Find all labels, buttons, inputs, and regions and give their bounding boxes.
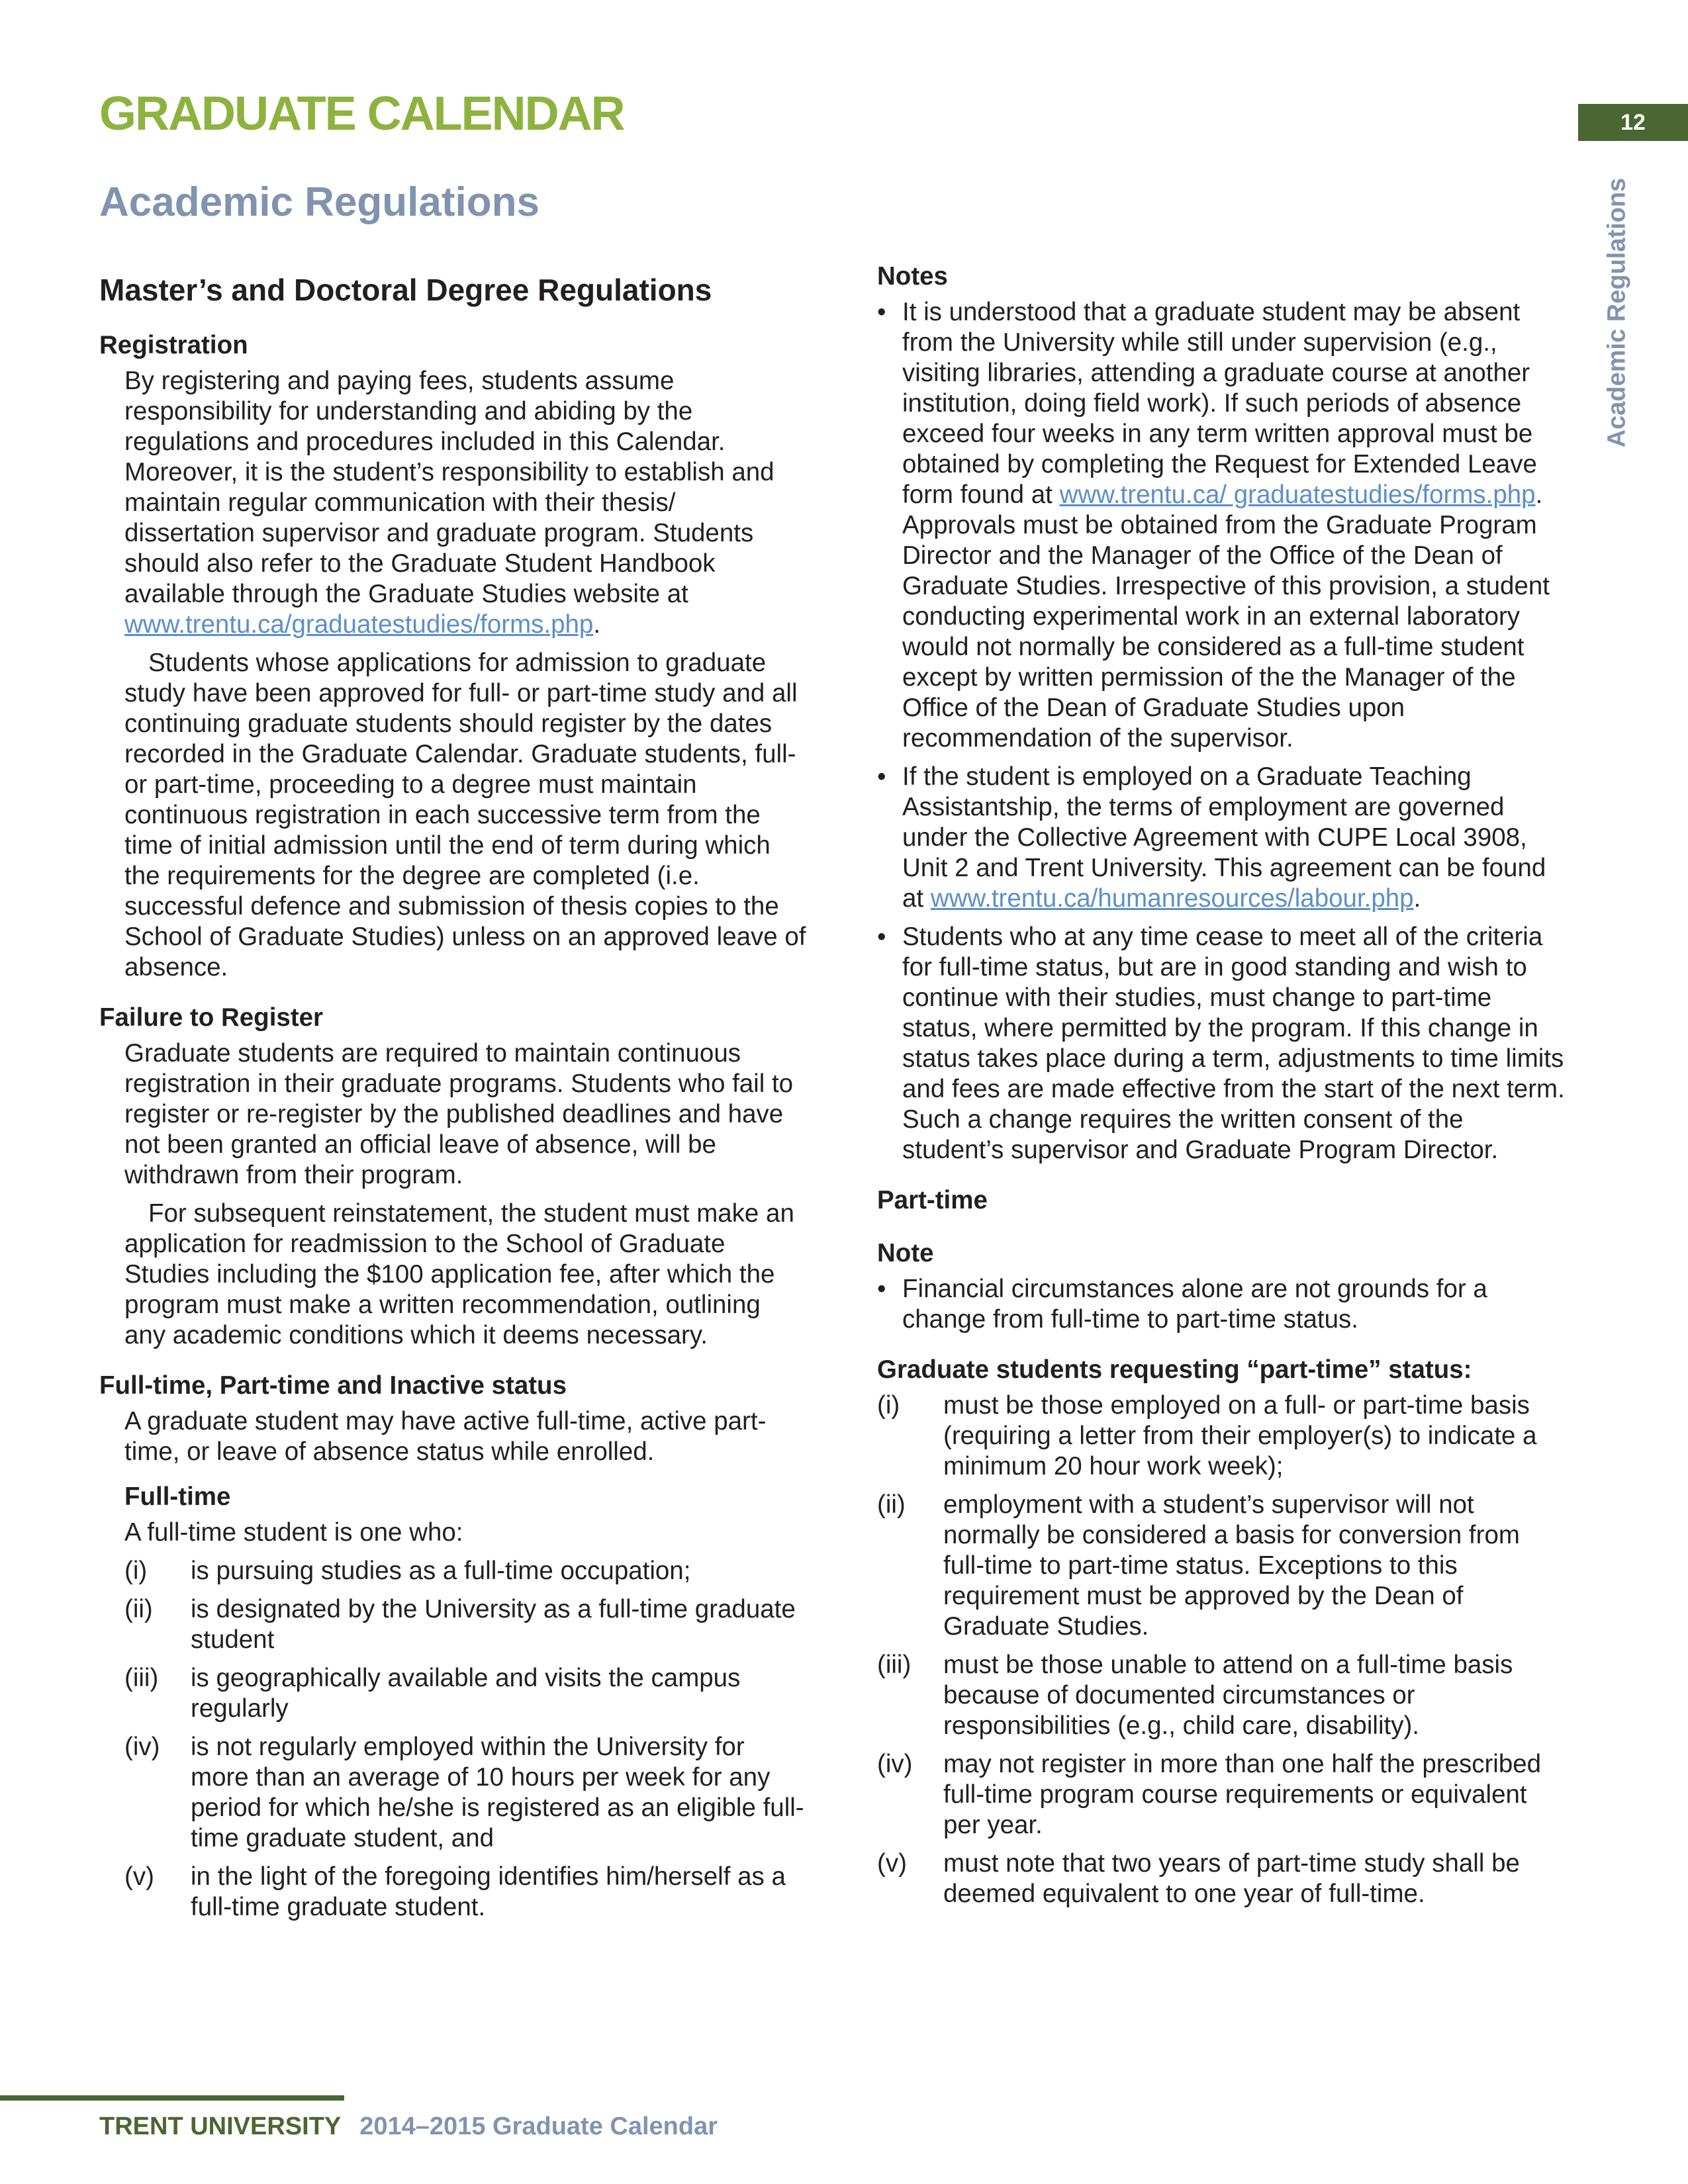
graduate-forms-link[interactable]: www.trentu.ca/graduatestudies/forms.php — [124, 610, 594, 639]
list-item: • If the student is employed on a Graduate Teaching Assistantship, the terms of employment are governed under the Collective Agreement with CUPE Local 3908, Unit 2 and Trent University. This agreement can be found at www.trentu.ca/humanresources/labour.php. — [877, 762, 1546, 913]
registration-heading: Registration — [99, 330, 248, 359]
section-title: Academic Regulations — [99, 179, 539, 225]
footer — [99, 2113, 718, 2141]
calendar-title: GRADUATE CALENDAR — [99, 87, 624, 140]
failure-paragraph-2: For subsequent reinstatement, the student must make an application for readmission to the School of Graduate Studies including the $100 application fee, after which the program must make a written recommendation, outlining any academic conditions which it deems necessary. — [124, 1199, 794, 1349]
parttime-criteria-list — [877, 1390, 1566, 1909]
parttime-heading: Part-time — [877, 1186, 988, 1214]
list-item: • Students who at any time cease to meet all of the criteria for full-time status, but are in good standing and wish to continue with their studies, must change to part-time status, where permitted by the program. If this change in status takes place during a term, adjustments to time limits and fees are made effective from the start of the next term. Such a change requires the written consent of the student’s supervisor and Graduate Program Director. — [877, 923, 1565, 1164]
list-item: (v) in the light of the foregoing identifies him/herself as a full-time graduate student. — [124, 1862, 786, 1921]
bullet-icon: • — [877, 298, 886, 326]
note-heading: Note — [877, 1239, 934, 1267]
list-item: (ii) employment with a student’s supervisor will not normally be considered a basis for conversion from full-time to part-time status. Exceptions to this requirement must be approved by the Dean of Graduate Studies. — [877, 1490, 1520, 1641]
list-item: (iv) is not regularly employed within the University for more than an average of 10 hours per week for any period for which he/she is registered as an eligible full-time graduate student, and — [124, 1732, 804, 1852]
footer-rule — [0, 2095, 344, 2101]
fulltime-lead: A full-time student is one who: — [124, 1518, 463, 1547]
failure-paragraph-1: Graduate students are required to maintain continuous registration in their graduate programs. Students who fail to register or re-register by the published deadlines and have not been granted an official leave of absence, will be withdrawn from their program. — [124, 1038, 794, 1189]
list-item: (i) is pursuing studies as a full-time occupation; — [124, 1556, 691, 1585]
list-item: (iii) must be those unable to attend on a full-time basis because of documented circumstances or responsibilities (e.g., child care, disability). — [877, 1651, 1513, 1740]
list-item: (iii) is geographically available and visits the campus regularly — [124, 1663, 741, 1723]
list-item: (i) must be those employed on a full- or part-time basis (requiring a letter from their employer(s) to indicate a minimum 20 hour work week); — [877, 1391, 1537, 1480]
status-heading: Full-time, Part-time and Inactive status — [99, 1371, 567, 1400]
bullet-icon: • — [877, 1275, 886, 1303]
list-item: • It is understood that a graduate student may be absent from the University while still under supervision (e.g., visiting libraries, attending a graduate course at another institution, doing field work). If such periods of absence exceed four weeks in any term written approval must be obtained by completing the Request for Extended Leave form found at www.trentu.ca/ graduatestudies/forms.php. Approvals must be obtained from the Graduate Program Director and the Manager of the Office of the Dean of Graduate Studies. Irrespective of this provision, a student conducting experimental work in an external laboratory would not normally be considered as a full-time student except by written permission of the the Manager of the Office of the Dean of Graduate Studies upon recommendation of the supervisor. — [877, 298, 1550, 752]
fulltime-criteria-list — [124, 1556, 808, 1923]
bullet-icon: • — [877, 762, 886, 791]
list-item: (iv) may not register in more than one half the prescribed full-time program course requirements or equivalent per year. — [877, 1750, 1542, 1839]
side-tab — [1591, 167, 1644, 458]
right-column — [877, 261, 1566, 1917]
notes-list — [877, 297, 1566, 1165]
list-item: (ii) is designated by the University as a full-time graduate student — [124, 1594, 796, 1654]
registration-section — [99, 366, 808, 983]
labour-agreement-link[interactable]: www.trentu.ca/humanresources/labour.php — [930, 884, 1414, 913]
fulltime-heading: Full-time — [124, 1482, 231, 1511]
failure-heading: Failure to Register — [99, 1003, 324, 1032]
failure-section — [99, 1038, 808, 1351]
side-tab-label: Academic Regulations — [1603, 177, 1631, 447]
left-column — [99, 265, 808, 1931]
parttime-requirements-heading: Graduate students requesting “part-time” status: — [877, 1355, 1472, 1384]
status-paragraph: A graduate student may have active full-time, active part-time, or leave of absence status while enrolled. — [124, 1406, 767, 1466]
bullet-icon: • — [877, 923, 886, 951]
regulations-heading: Master’s and Doctoral Degree Regulations — [99, 273, 712, 307]
list-item: • Financial circumstances alone are not grounds for a change from full-time to part-time status. — [877, 1275, 1487, 1334]
list-item: (v) must note that two years of part-time study shall be deemed equivalent to one year of full-time. — [877, 1849, 1520, 1908]
extended-leave-forms-link[interactable]: www.trentu.ca/ graduatestudies/forms.php — [1059, 480, 1536, 509]
footer-calendar: 2014–2015 Graduate Calendar — [359, 2113, 718, 2140]
footer-university: TRENT UNIVERSITY — [99, 2113, 342, 2140]
registration-paragraph-2: Students whose applications for admission to graduate study have been approved for full- or part-time study and all continuing graduate students should register by the dates recorded in the Graduate Calendar. Graduate students, full- or part-time, proceeding to a degree must maintain continuous registration in each successive term from the time of initial admission until the end of term during which the requirements for the degree are completed (i.e. successful defence and submission of thesis copies to the School of Graduate Studies) unless on an approved leave of absence. — [124, 648, 806, 981]
note-list — [877, 1274, 1566, 1335]
notes-heading: Notes — [877, 262, 948, 291]
registration-paragraph-1: By registering and paying fees, students assume responsibility for understanding and abiding by the regulations and procedures included in this Calendar. Moreover, it is the student’s responsibility to establish and maintain regular communication with their thesis/ dissertation supervisor and graduate program. Students should also refer to the Graduate Student Handbook available through the Graduate Studies website at www.trentu.ca/graduatestudies/forms.php. — [124, 366, 774, 639]
page-number-badge: 12 — [1578, 104, 1688, 141]
status-section — [99, 1406, 808, 1548]
